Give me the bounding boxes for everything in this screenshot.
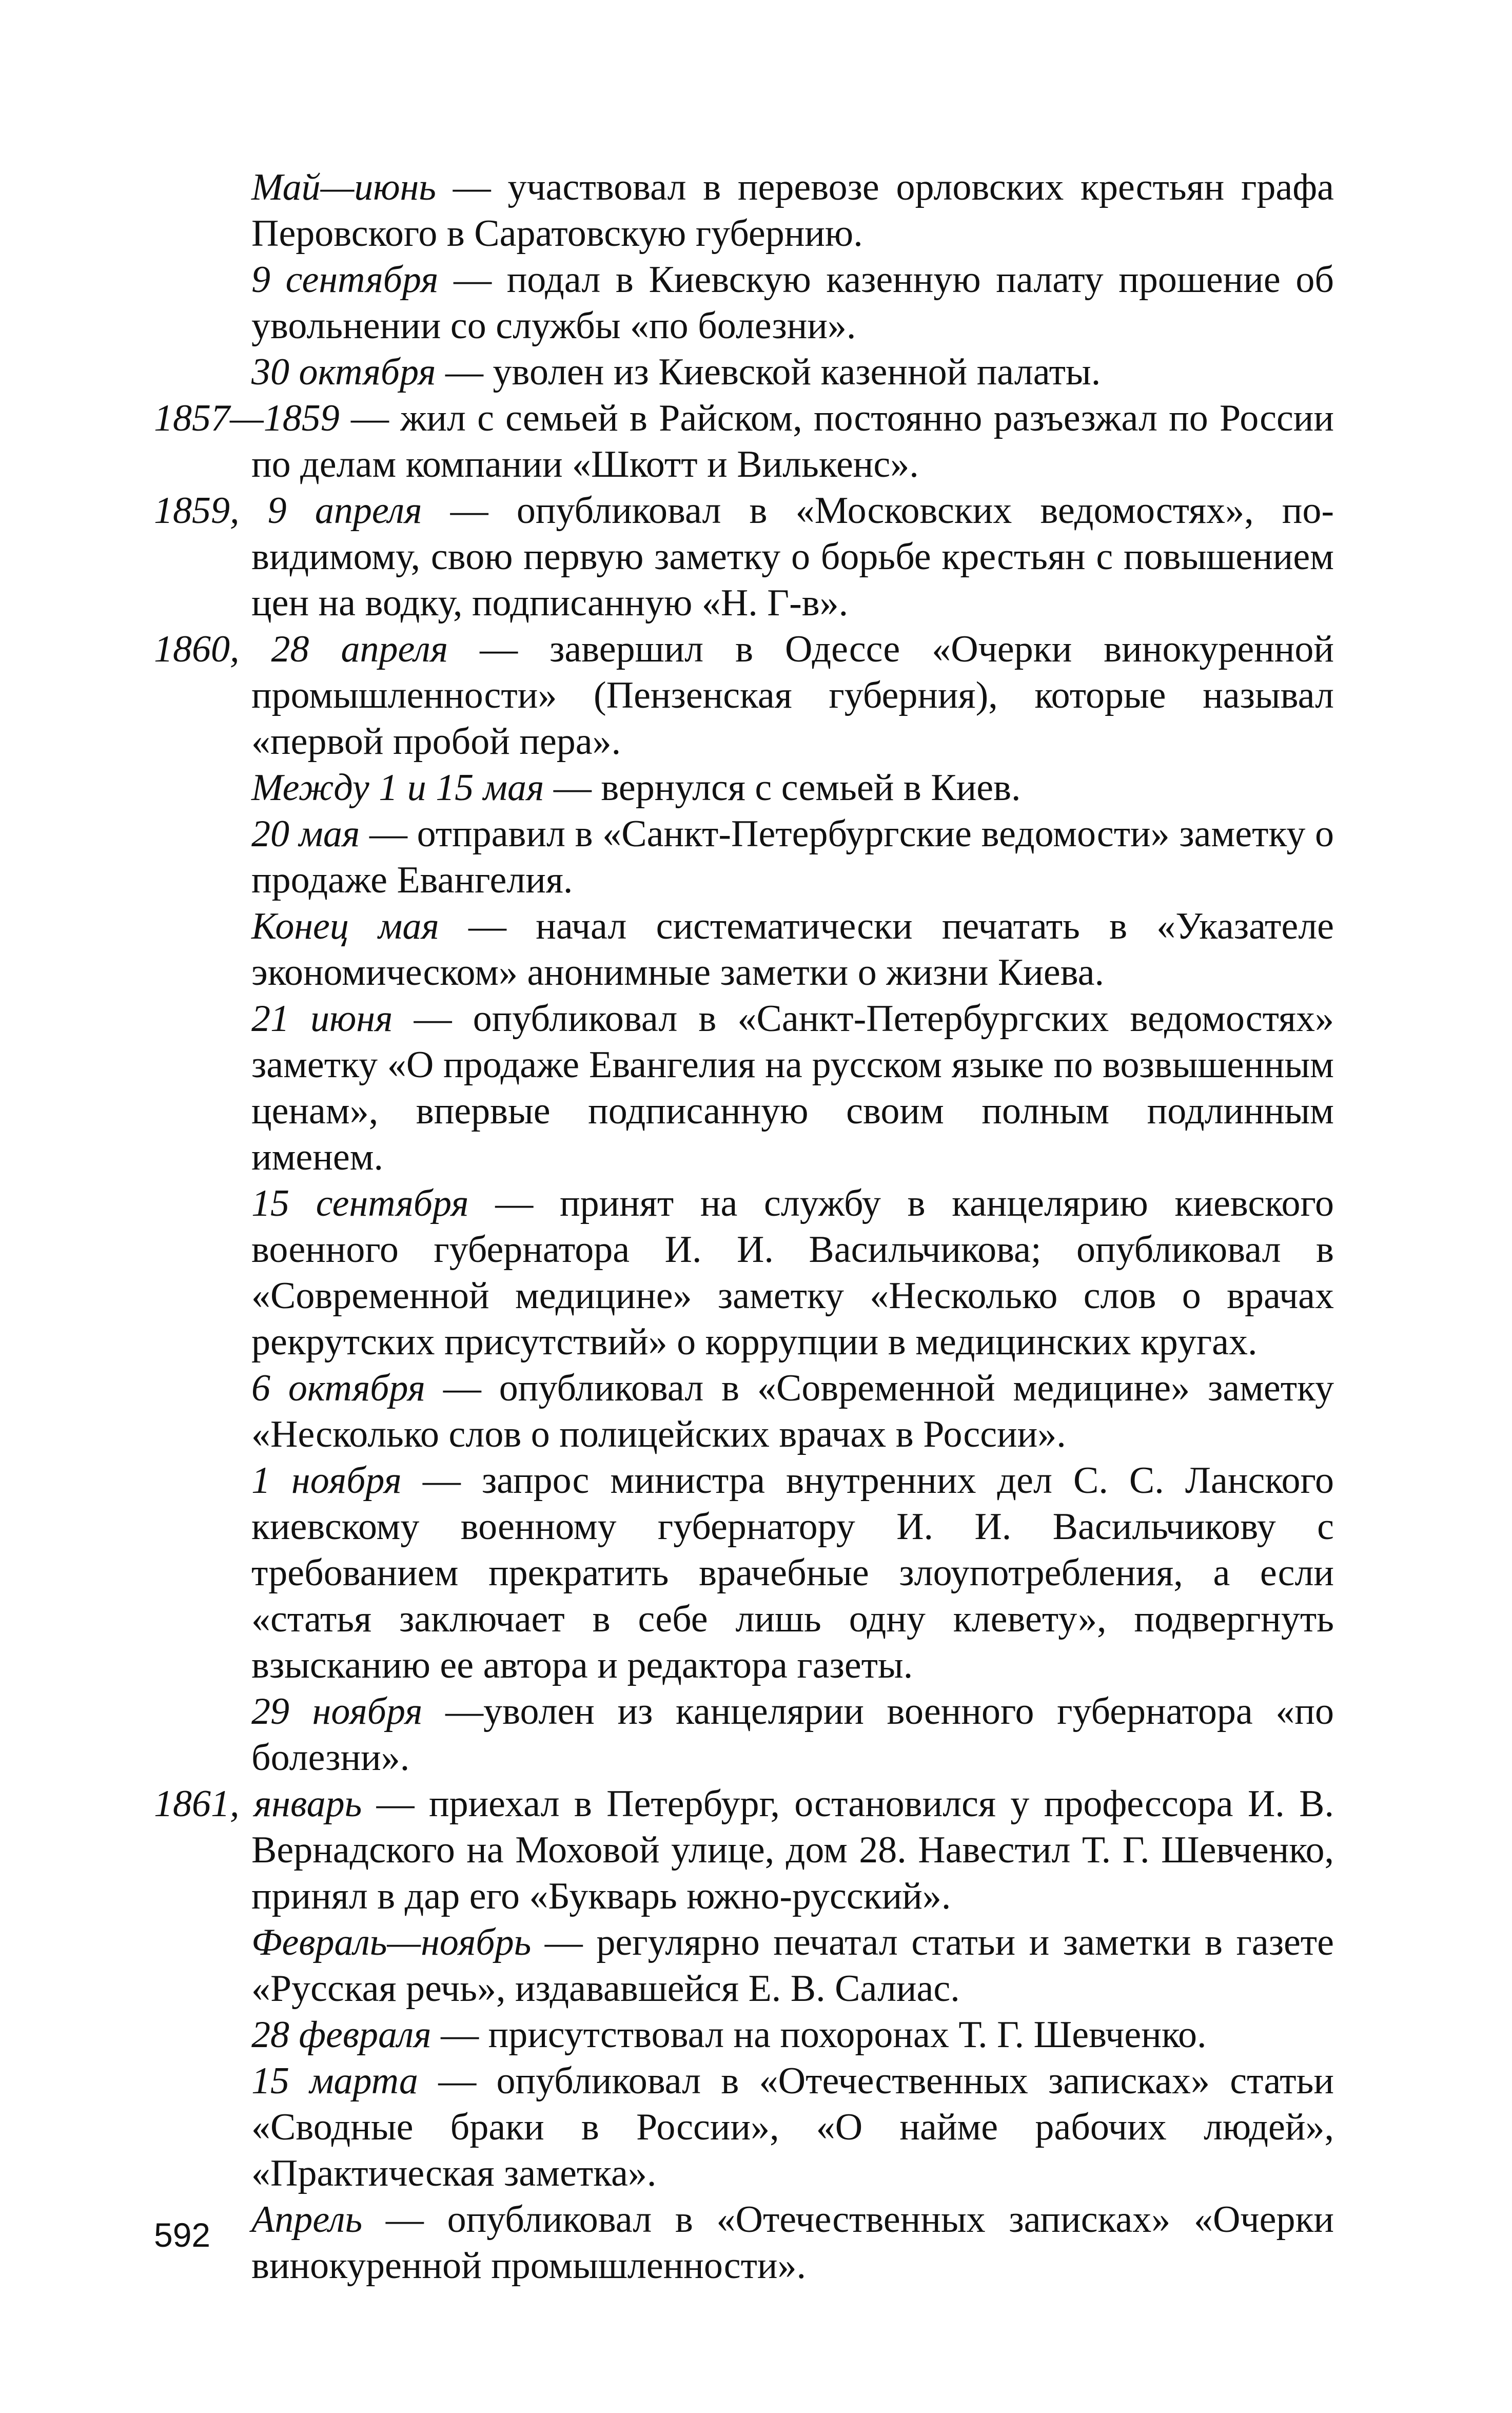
- chronology-entry: [154, 903, 1334, 996]
- entry-date: 29 ноября: [251, 1690, 423, 1733]
- entry-date: 15 сентября: [251, 1182, 469, 1224]
- chronology-entry: [154, 996, 1334, 1180]
- entry-text: — опубликовал в «Современной медицине» заметку «Несколько слов о полицейских врачах в России».: [251, 1367, 1334, 1455]
- entry-date: 1 ноября: [251, 1460, 402, 1502]
- entry-text: — присутствовал на похоронах Т. Г. Шевченко.: [431, 2014, 1207, 2056]
- chronology-entry: [154, 1365, 1334, 1457]
- entry-date: 21 июня: [251, 998, 393, 1040]
- chronology-entry: [154, 1688, 1334, 1781]
- chronology-entry: [154, 811, 1334, 903]
- chronology-entry: [154, 2012, 1334, 2058]
- entry-date: 9 сентября: [251, 259, 439, 301]
- chronology-entry: [154, 626, 1334, 765]
- chronology-entry: [154, 1180, 1334, 1365]
- entry-text: — завершил в Одессе «Очерки винокуренной промышленности» (Пензенская губерния), которые называл «первой пробой пера».: [251, 628, 1334, 763]
- entry-text: — запрос министра внутренних дел С. С. Ланского киевскому военному губернатору И. И. Васильчикову с требованием прекратить врачебные злоупотребления, а если «статья заключает в себе лишь одну клевету», подвергнуть взысканию ее автора и редактора газеты.: [251, 1460, 1334, 1686]
- entry-text: — опубликовал в «Санкт-Петербургских ведомостях» заметку «О продаже Евангелия на русском языке по возвышенным ценам», впервые подписанную своим полным подлинным именем.: [251, 998, 1334, 1178]
- entry-text: —уволен из канцелярии военного губернатора «по болезни».: [251, 1690, 1334, 1779]
- chronology-entry: [154, 349, 1334, 395]
- entry-date: 6 октября: [251, 1367, 425, 1409]
- entry-date: 1857—1859: [154, 397, 340, 439]
- chronology-entry: [154, 2196, 1334, 2289]
- entry-date: 20 мая: [251, 813, 360, 855]
- chronology-entry: [154, 1919, 1334, 2012]
- chronology-entry: [154, 1457, 1334, 1688]
- entry-date: Апрель: [251, 2198, 363, 2241]
- chronology-entry: [154, 1781, 1334, 1919]
- entry-text: — регулярно печатал статьи и заметки в газете «Русская речь», издававшейся Е. В. Салиас.: [251, 1921, 1334, 2010]
- entry-date: Между 1 и 15 мая: [251, 767, 544, 809]
- entry-date: 1861, январь: [154, 1783, 362, 1825]
- entry-text: — приехал в Петербург, остановился у профессора И. В. Вернадского на Моховой улице, дом 28. Навестил Т. Г. Шевченко, принял в дар его «Букварь южно-русский».: [251, 1783, 1334, 1917]
- entry-text: — принят на службу в канцелярию киевского военного губернатора И. И. Васильчикова; опубликовал в «Современной медицине» заметку «Несколько слов о врачах рекрутских присутствий» о коррупции в медицинских кругах.: [251, 1182, 1334, 1363]
- entry-text: — отправил в «Санкт-Петербургские ведомости» заметку о продаже Евангелия.: [251, 813, 1334, 901]
- entry-text: — опубликовал в «Отечественных записках» «Очерки винокуренной промышленности».: [251, 2198, 1334, 2287]
- entry-text: — подал в Киевскую казенную палату прошение об увольнении со службы «по болезни».: [251, 259, 1334, 347]
- entry-date: 1859, 9 апреля: [154, 490, 422, 532]
- entry-text: — участвовал в перевозе орловских крестьян графа Перовского в Саратовскую губернию.: [251, 166, 1334, 255]
- chronology-entry: [154, 765, 1334, 811]
- chronology-entry: [154, 488, 1334, 626]
- chronology-text: [154, 164, 1334, 2289]
- entry-date: Май—июнь: [251, 166, 436, 208]
- entry-date: 28 февраля: [251, 2014, 431, 2056]
- entry-date: 1860, 28 апреля: [154, 628, 448, 670]
- entry-text: — опубликовал в «Отечественных записках» статьи «Сводные браки в России», «О найме рабочих людей», «Практическая заметка».: [251, 2060, 1334, 2194]
- entry-text: — опубликовал в «Московских ведомостях», по-видимому, свою первую заметку о борьбе крестьян с повышением цен на водку, подписанную «Н. Г-в».: [251, 490, 1334, 624]
- chronology-entry: [154, 395, 1334, 488]
- entry-text: — жил с семьей в Райском, постоянно разъезжал по России по делам компании «Шкотт и Вилькенс».: [251, 397, 1334, 485]
- entry-date: Февраль—ноябрь: [251, 1921, 532, 1963]
- chronology-entry: [154, 2058, 1334, 2196]
- chronology-entry: [154, 164, 1334, 257]
- entry-text: — начал систематически печатать в «Указателе экономическом» анонимные заметки о жизни Киева.: [251, 905, 1334, 994]
- chronology-entry: [154, 257, 1334, 349]
- entry-text: — вернулся с семьей в Киев.: [544, 767, 1021, 809]
- entry-date: Конец мая: [251, 905, 439, 947]
- entry-date: 15 марта: [251, 2060, 418, 2102]
- page-number: 592: [154, 2216, 211, 2254]
- entry-text: — уволен из Киевской казенной палаты.: [436, 351, 1101, 393]
- entry-date: 30 октября: [251, 351, 436, 393]
